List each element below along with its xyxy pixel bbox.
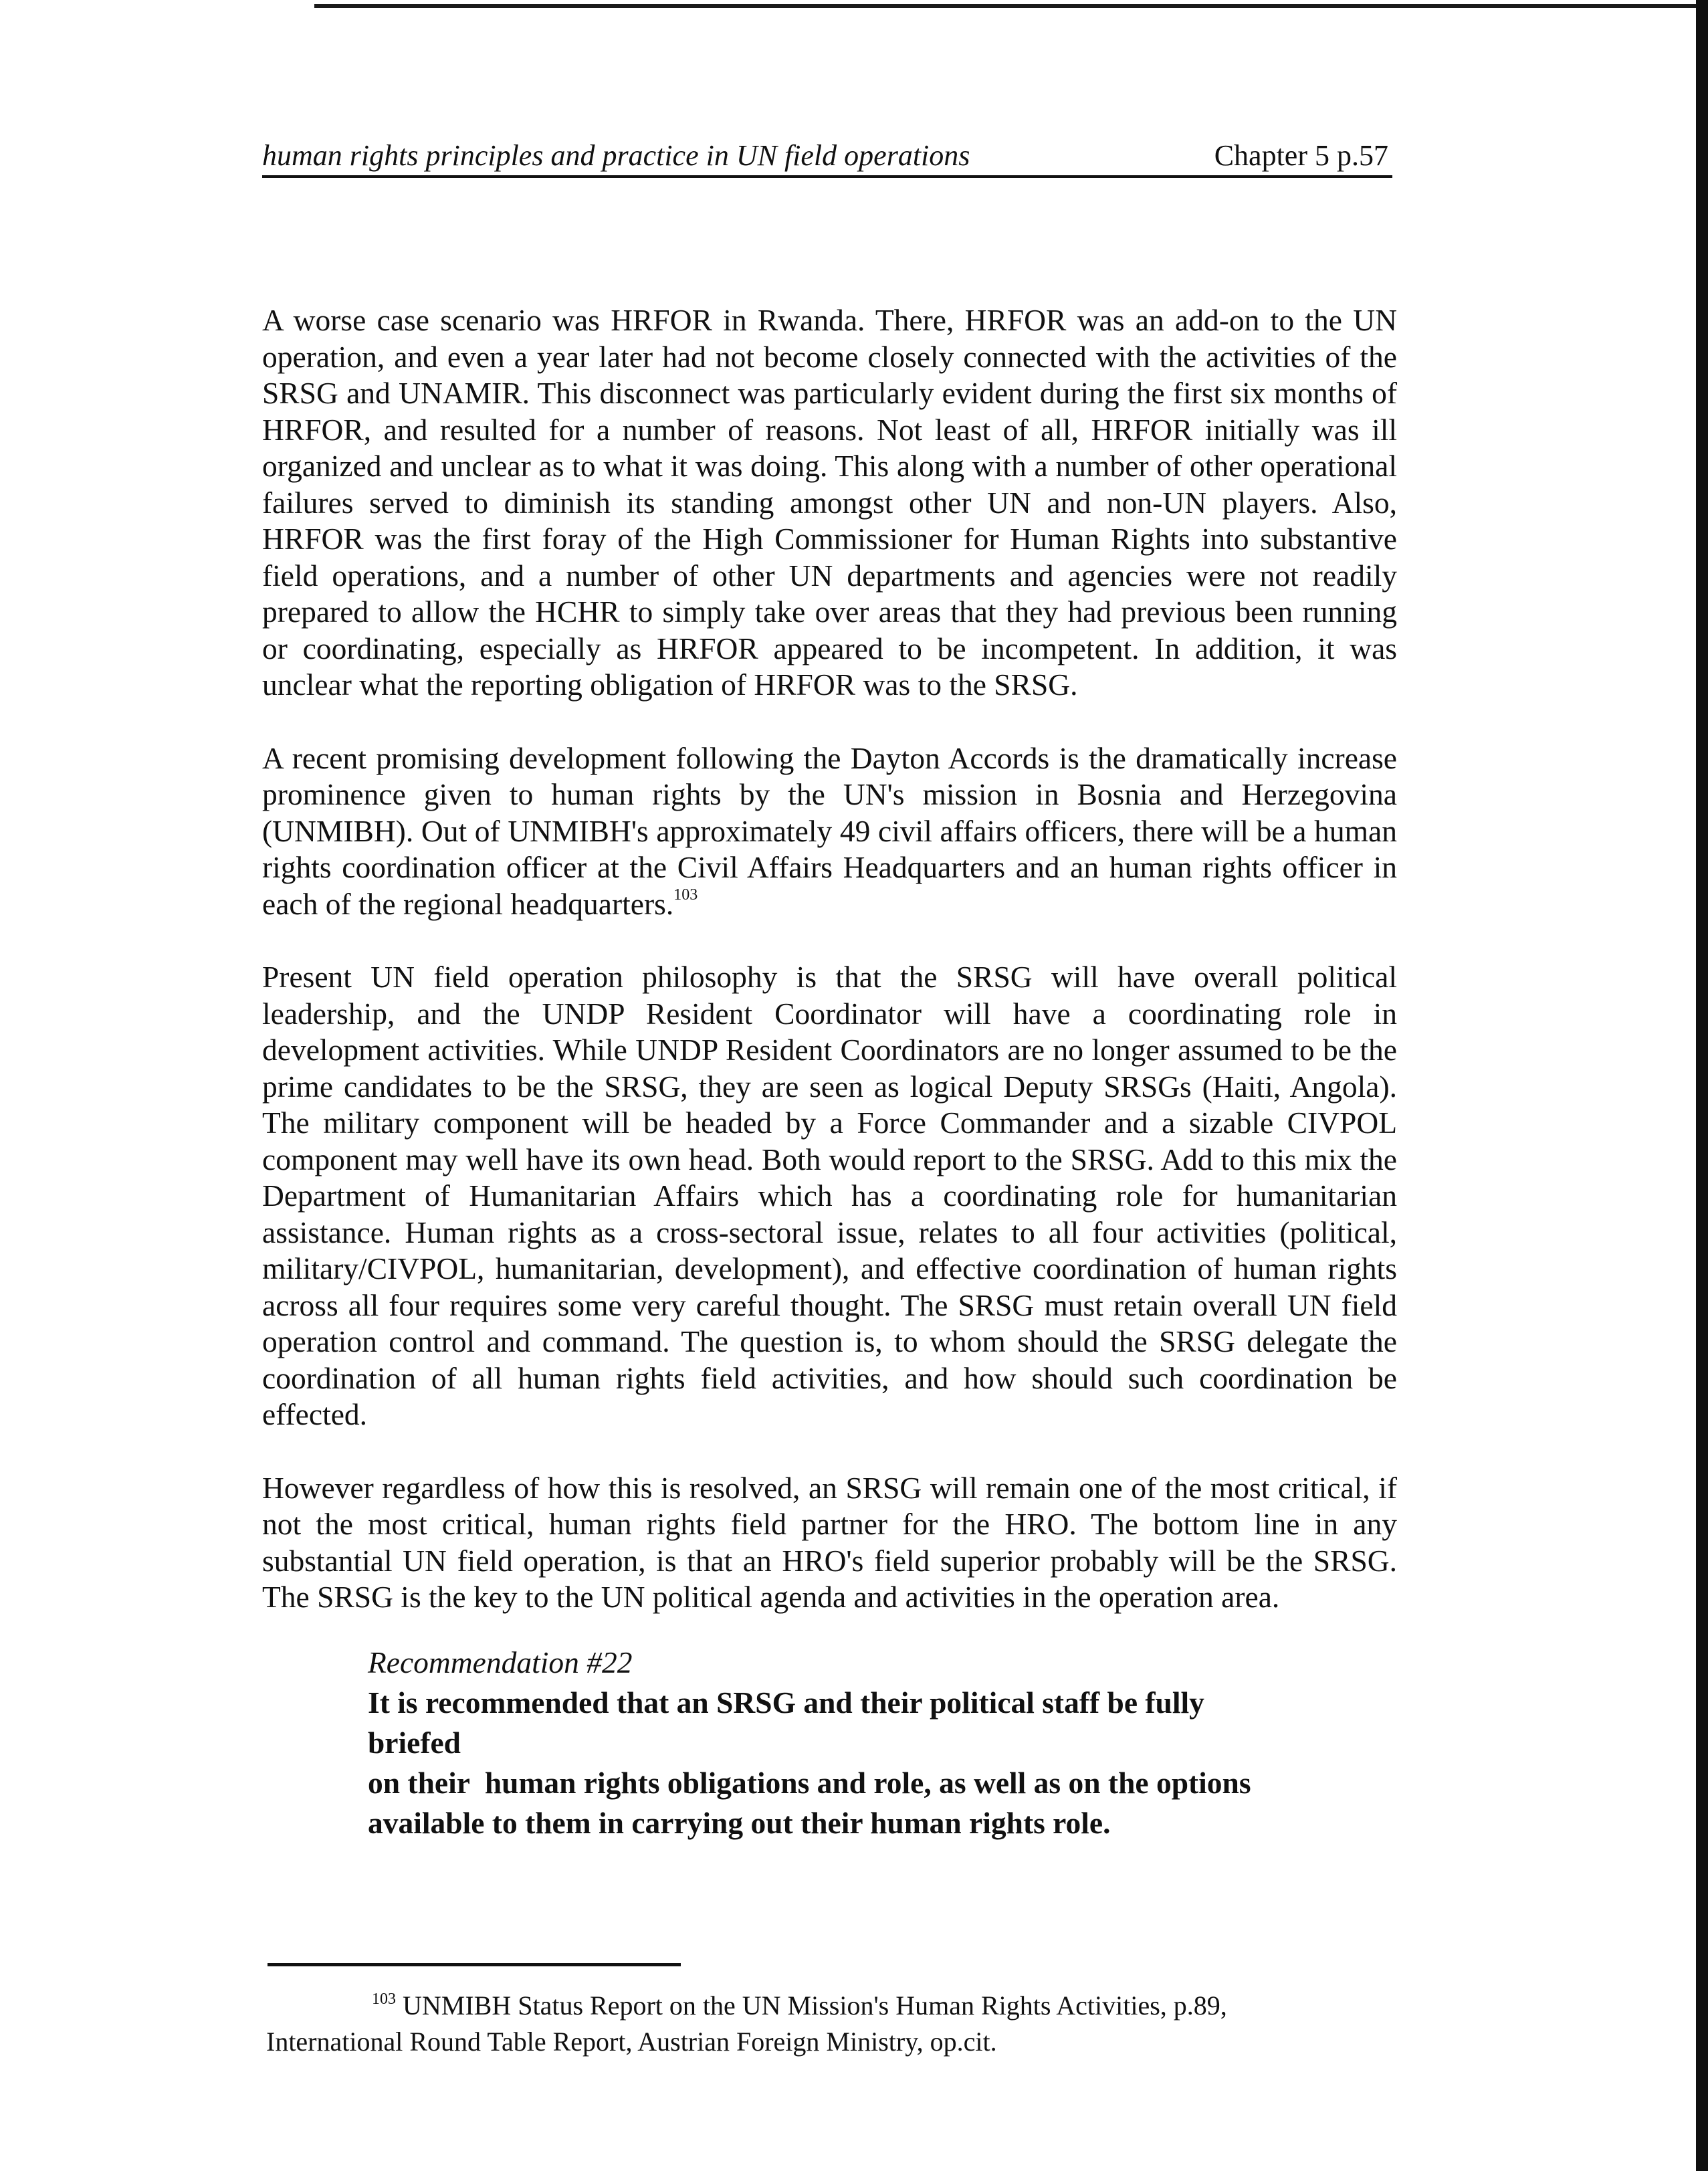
footnote-reference: 103 (673, 886, 698, 904)
chapter-page-number: Chapter 5 p.57 (1214, 139, 1388, 172)
running-header (262, 134, 1392, 178)
recommendation-title: Recommendation #22 (368, 1645, 633, 1679)
running-header-title: human rights principles and practice in UN field operations (262, 139, 970, 172)
recommendation-box (368, 1643, 1304, 1843)
recommendation-line: on their human rights obligations and role, as well as on the options (368, 1765, 1251, 1800)
footnote-text-1: UNMIBH Status Report on the UN Mission's Human Rights Activities, p.89, (403, 1990, 1227, 2021)
main-text (262, 302, 1397, 1843)
recommendation-line: It is recommended that an SRSG and their political staff be fully briefed (368, 1685, 1204, 1760)
footnote-line-1 (266, 1988, 1403, 2024)
paragraph-unmibh (262, 740, 1397, 923)
scan-border-right (1696, 0, 1708, 2171)
footnote-number: 103 (372, 1990, 396, 2008)
recommendation-text (368, 1683, 1304, 1843)
paragraph-srsg-partner: However regardless of how this is resolved, an SRSG will remain one of the most critical, if not the most critical, human rights field partner for the HRO. The bottom line in any substantial UN field operation, is that an HRO's field superior probably will be the SRSG. The SRSG is the key to the UN political agenda and activities in the operation area. (262, 1470, 1397, 1614)
footnote (266, 1988, 1403, 2060)
paragraph-unmibh-text: A recent promising development following the Dayton Accords is the dramatically increase prominence given to human rights by the UN's mission in Bosnia and Herzegovina (UNMIBH). Out of UNMIBH's approximately 49 civil affairs officers, there will be a human rights coordination officer at the Civil Affairs Headquarters and an human rights officer in each of the regional headquarters. (262, 740, 1397, 921)
recommendation-line: available to them in carrying out their human rights role. (368, 1805, 1111, 1840)
footnote-divider (268, 1963, 681, 1966)
footnote-line-2: International Round Table Report, Austrian Foreign Ministry, op.cit. (266, 2027, 997, 2057)
scan-border-top (314, 4, 1699, 8)
paragraph-field-philosophy: Present UN field operation philosophy is that the SRSG will have overall political leadership, and the UNDP Resident Coordinator will have a coordinating role in development activities. While UNDP Resident Coordinators are no longer assumed to be the prime candidates to be the SRSG, they are seen as logical Deputy SRSGs (Haiti, Angola). The military component will be headed by a Force Commander and a sizable CIVPOL component may well have its own head. Both would report to the SRSG. Add to this mix the Department of Humanitarian Affairs which has a coordinating role for humanitarian assistance. Human rights as a cross-sectoral issue, relates to all four activities (political, military/CIVPOL, humanitarian, development), and effective coordination of human rights across all four requires some very careful thought. The SRSG must retain overall UN field operation control and command. The question is, to whom should the SRSG delegate the coordination of all human rights field activities, and how should such coordination be effected. (262, 960, 1397, 1431)
paragraph-hrfor-rwanda: A worse case scenario was HRFOR in Rwanda. There, HRFOR was an add-on to the UN operation, and even a year later had not become closely connected with the activities of the SRSG and UNAMIR. This disconnect was particularly evident during the first six months of HRFOR, and resulted for a number of reasons. Not least of all, HRFOR initially was ill organized and unclear as to what it was doing. This along with a number of other operational failures served to diminish its standing amongst other UN and non-UN players. Also, HRFOR was the first foray of the High Commissioner for Human Rights into substantive field operations, and a number of other UN departments and agencies were not readily prepared to allow the HCHR to simply take over areas that they had previous been running or coordinating, especially as HRFOR appeared to be incompetent. In addition, it was unclear what the reporting obligation of HRFOR was to the SRSG. (262, 303, 1397, 702)
